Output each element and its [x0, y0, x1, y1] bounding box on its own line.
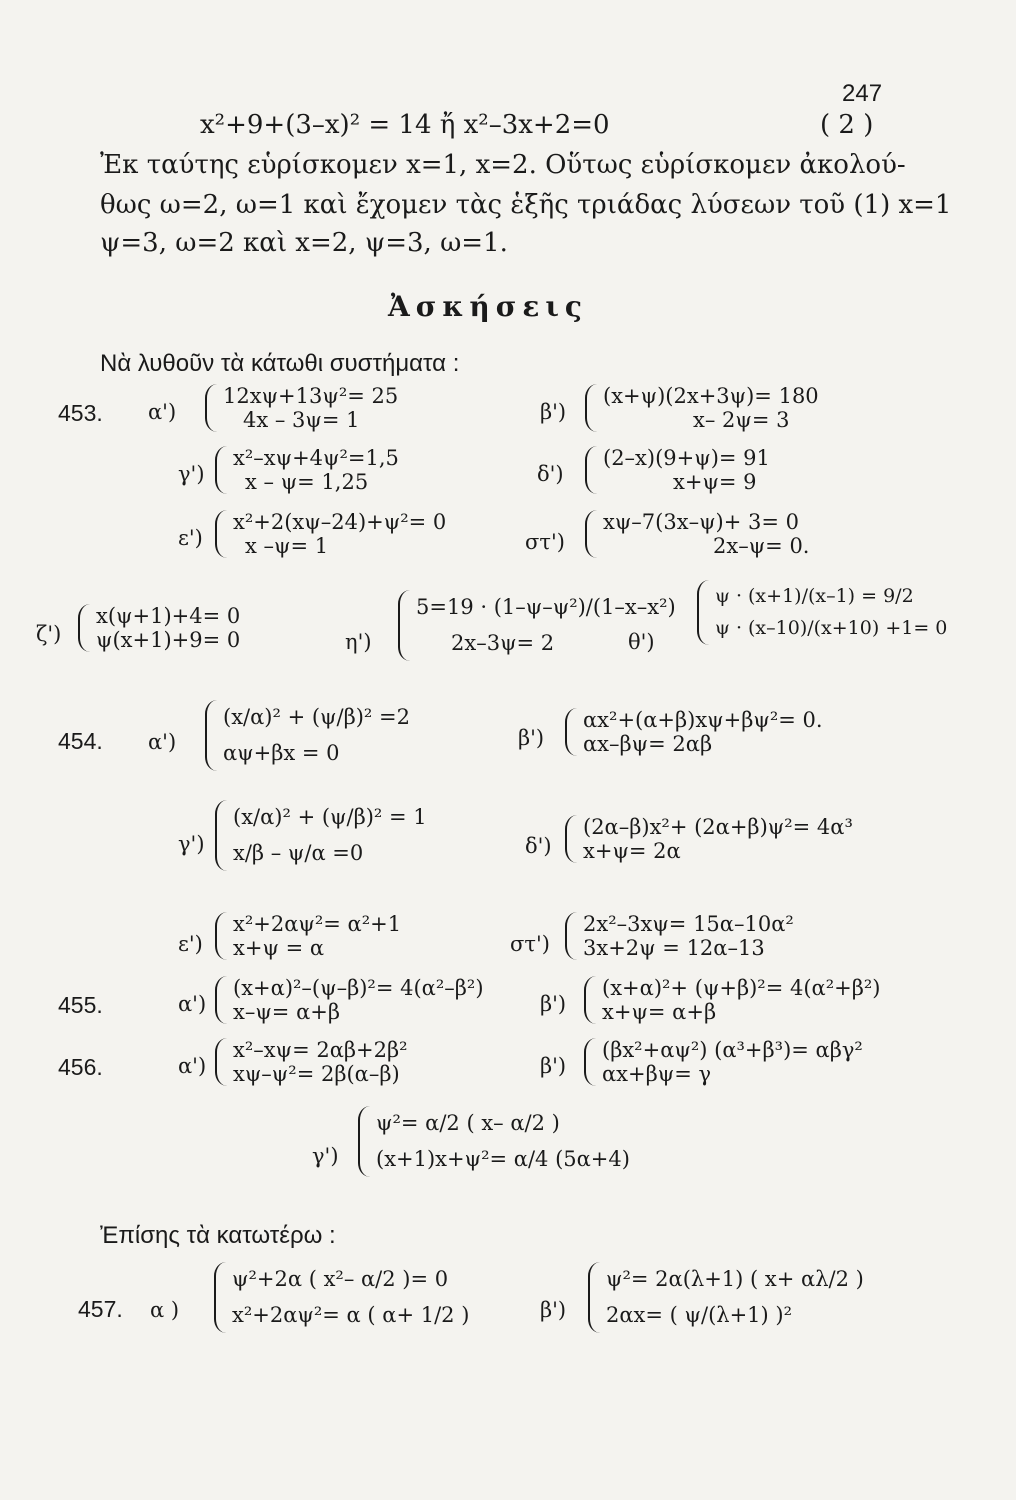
- equation: x²+2(xψ–24)+ψ²= 0: [233, 510, 447, 534]
- brace: [398, 590, 410, 661]
- equation-system: [697, 580, 947, 645]
- part-label: η'): [345, 630, 372, 654]
- equation-system: [215, 446, 399, 494]
- intro-text-line: ψ=3, ω=2 καὶ x=2, ψ=3, ω=1.: [100, 228, 508, 258]
- equation: x– 2ψ= 3: [693, 408, 790, 433]
- equation: x –ψ= 1: [245, 534, 329, 559]
- brace: [584, 1038, 596, 1086]
- also-text: Ἐπίσης τὰ κατωτέρω :: [100, 1222, 336, 1249]
- equation: x/β – ψ/α =0: [233, 840, 364, 865]
- brace: [585, 510, 597, 558]
- problem-number: 455.: [58, 992, 103, 1018]
- equation: 2x–3ψ= 2: [451, 630, 555, 655]
- page-number: 247: [842, 80, 883, 107]
- problem-number: 454.: [58, 728, 103, 754]
- equation: x²–xψ+4ψ²=1,5: [233, 446, 399, 470]
- equation: ψ²+2α ( x²– α/2 )= 0: [232, 1267, 449, 1291]
- equation-system: [214, 1262, 469, 1333]
- part-label: ε'): [178, 932, 203, 956]
- equation: x+ψ= α+β: [602, 1000, 717, 1025]
- equation: x – ψ= 1,25: [245, 470, 369, 495]
- brace: [205, 700, 217, 771]
- equation: 2x²–3xψ= 15α–10α²: [583, 912, 794, 936]
- brace: [215, 510, 227, 558]
- brace: [565, 815, 577, 863]
- intro-equation: x²+9+(3–x)² = 14 ἤ x²–3x+2=0: [200, 110, 610, 140]
- equation-system: [215, 976, 484, 1024]
- problem-number: 456.: [58, 1054, 103, 1080]
- brace: [215, 1038, 227, 1086]
- part-label: β'): [540, 1054, 567, 1078]
- part-label: στ'): [525, 530, 565, 554]
- part-label: β'): [540, 1298, 567, 1322]
- brace: [584, 976, 596, 1024]
- part-label: ζ'): [36, 622, 62, 646]
- part-label: α'): [178, 992, 207, 1016]
- equation: 2αx= ( ψ/(λ+1) )²: [606, 1302, 793, 1327]
- equation: (x+ψ)(2x+3ψ)= 180: [603, 384, 819, 408]
- brace: [588, 1262, 600, 1333]
- equation: ψ²= α/2 ( x– α/2 ): [376, 1111, 560, 1135]
- equation-system: [585, 510, 809, 558]
- equation: x+ψ= 9: [673, 470, 757, 495]
- part-label: ε'): [178, 526, 203, 550]
- part-label: στ'): [510, 932, 550, 956]
- section-heading: Ἀσκήσεις: [388, 290, 588, 323]
- equation-system: [585, 384, 819, 432]
- equation-system: [215, 510, 446, 558]
- brace: [565, 708, 577, 756]
- equation: (x+α)²+ (ψ+β)²= 4(α²+β²): [602, 976, 881, 1000]
- equation: (x+α)²–(ψ–β)²= 4(α²–β²): [233, 976, 484, 1000]
- equation-system: [565, 815, 853, 863]
- brace: [215, 800, 227, 871]
- instruction-text: Νὰ λυθοῦν τὰ κάτωθι συστήματα :: [100, 350, 460, 377]
- equation: (x/α)² + (ψ/β)² = 1: [233, 805, 427, 829]
- part-label: γ'): [312, 1144, 339, 1168]
- part-label: β'): [540, 992, 567, 1016]
- equation-system: [588, 1262, 864, 1333]
- equation: xψ–7(3x–ψ)+ 3= 0: [603, 510, 799, 534]
- equation-system: [78, 604, 240, 652]
- equation-tag: ( 2 ): [820, 110, 874, 140]
- equation-system: [205, 384, 398, 432]
- equation: 2x–ψ= 0.: [713, 534, 810, 559]
- equation-system: [565, 912, 794, 960]
- equation: (x/α)² + (ψ/β)² =2: [223, 705, 410, 729]
- equation: 3x+2ψ = 12α–13: [583, 936, 765, 961]
- part-label: α'): [178, 1054, 207, 1078]
- equation: αψ+βx = 0: [223, 740, 340, 765]
- equation: αx²+(α+β)xψ+βψ²= 0.: [583, 708, 823, 732]
- equation-system: [585, 446, 770, 494]
- part-label: γ'): [178, 832, 205, 856]
- equation: ψ²= 2α(λ+1) ( x+ αλ/2 ): [606, 1267, 864, 1291]
- part-label: α ): [150, 1298, 180, 1322]
- equation: αx–βψ= 2αβ: [583, 732, 713, 757]
- equation: x(ψ+1)+4= 0: [96, 604, 241, 628]
- part-label: α'): [148, 400, 177, 424]
- equation: x²+2αψ²= α ( α+ 1/2 ): [232, 1302, 470, 1327]
- part-label: β'): [518, 726, 545, 750]
- equation-system: [584, 1038, 863, 1086]
- equation: x+ψ= 2α: [583, 839, 681, 864]
- brace: [358, 1106, 370, 1177]
- brace: [585, 446, 597, 494]
- equation: (x+1)x+ψ²= α/4 (5α+4): [376, 1146, 630, 1171]
- equation: ψ · (x+1)/(x–1) = 9/2: [715, 585, 914, 607]
- equation: 12xψ+13ψ²= 25: [223, 384, 399, 408]
- equation: (2α–β)x²+ (2α+β)ψ²= 4α³: [583, 815, 853, 839]
- problem-number: 457.: [78, 1296, 123, 1322]
- problem-number: 453.: [58, 400, 103, 426]
- equation-system: [205, 700, 410, 771]
- equation: (βx²+αψ²) (α³+β³)= αβγ²: [602, 1038, 863, 1062]
- brace: [78, 604, 90, 652]
- equation-system: [215, 912, 401, 960]
- equation: (2–x)(9+ψ)= 91: [603, 446, 770, 470]
- equation: 5=19 · (1–ψ–ψ²)/(1–x–x²): [416, 595, 676, 619]
- equation: ψ · (x–10)/(x+10) +1= 0: [715, 617, 948, 640]
- brace: [214, 1262, 226, 1333]
- equation: ψ(x+1)+9= 0: [96, 628, 241, 653]
- equation: 4x – 3ψ= 1: [243, 408, 360, 433]
- equation-system: [565, 708, 823, 756]
- brace: [215, 976, 227, 1024]
- equation: x²+2αψ²= α²+1: [233, 912, 402, 936]
- equation: x+ψ = α: [233, 936, 325, 961]
- part-label: δ'): [537, 462, 564, 486]
- part-label: δ'): [525, 834, 552, 858]
- brace: [565, 912, 577, 960]
- part-label: β'): [540, 400, 567, 424]
- intro-text-line: θως ω=2, ω=1 καὶ ἔχομεν τὰς ἑξῆς τριάδας λύσεων τοῦ (1) x=1: [100, 190, 952, 220]
- part-label: θ'): [628, 630, 655, 654]
- equation-system: [215, 800, 427, 871]
- brace: [215, 446, 227, 494]
- brace: [205, 384, 217, 432]
- brace: [697, 580, 709, 645]
- equation: xψ–ψ²= 2β(α–β): [233, 1062, 400, 1087]
- intro-text-line: Ἐκ ταύτης εὑρίσκομεν x=1, x=2. Οὕτως εὑρίσκομεν ἀκολού-: [100, 150, 906, 180]
- equation-system: [584, 976, 880, 1024]
- brace: [585, 384, 597, 432]
- equation: x–ψ= α+β: [233, 1000, 340, 1025]
- equation: x²–xψ= 2αβ+2β²: [233, 1038, 408, 1062]
- equation-system: [358, 1106, 630, 1177]
- brace: [215, 912, 227, 960]
- part-label: α'): [148, 730, 177, 754]
- equation-system: [215, 1038, 408, 1086]
- equation: αx+βψ= γ: [602, 1062, 712, 1087]
- part-label: γ'): [178, 462, 205, 486]
